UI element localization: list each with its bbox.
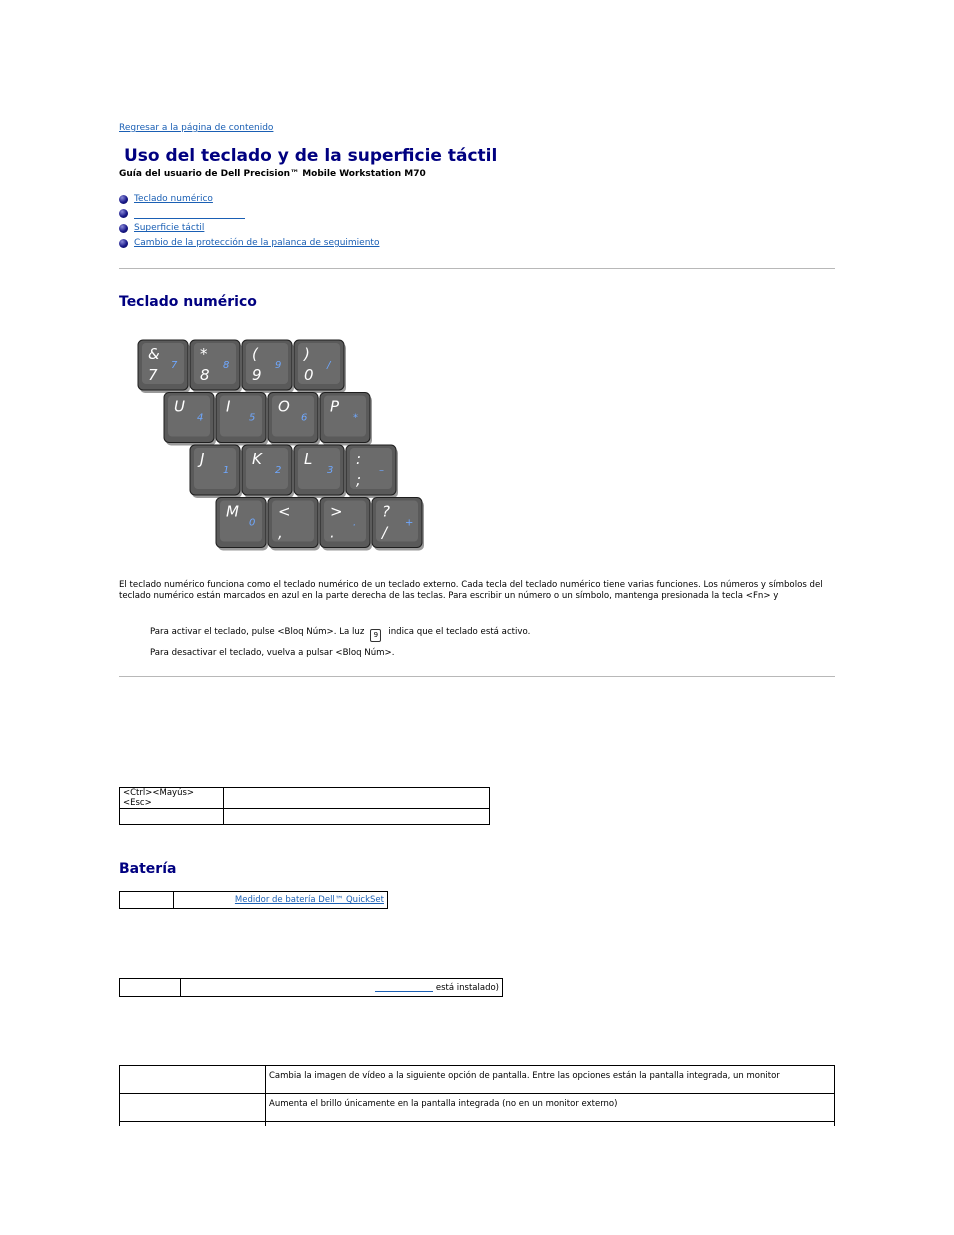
back-to-contents-link[interactable]: Regresar a la página de contenido: [119, 123, 274, 133]
page-subtitle: Guía del usuario de Dell Precision™ Mobile Workstation M70: [119, 169, 426, 179]
bullet-icon: [119, 239, 128, 248]
toc-link-touchpad[interactable]: Superficie táctil: [134, 223, 205, 234]
keypad-key: [190, 445, 242, 498]
keypad-key: [268, 393, 320, 446]
key-legend-primary: *: [200, 345, 208, 363]
table-cell-description: [181, 979, 503, 997]
bullet-icon: [119, 209, 128, 218]
display-functions-table: [119, 1065, 835, 1126]
key-legend-secondary: 8: [200, 366, 210, 384]
table-cell-description: [224, 809, 490, 825]
table-row: [120, 1066, 835, 1094]
keypad-key: [372, 498, 424, 551]
page-title: Uso del teclado y de la superficie táctil: [124, 146, 498, 166]
keypad-key: [216, 393, 268, 446]
key-legend-secondary: 9: [252, 366, 262, 384]
bullet-icon: [119, 224, 128, 233]
numeric-keypad-description: El teclado numérico funciona como el teclado numérico de un teclado externo. Cada tecla del teclado numérico tiene varias funciones. Los números y símbolos del teclado numérico están marcados en azul en la parte derecha de las teclas. Para escribir un número o un símbolo, mantenga presionada la tecla <Fn> y: [119, 580, 823, 601]
table-cell-key: [120, 1122, 266, 1126]
toc-link-track-stick-cap[interactable]: Cambio de la protección de la palanca de seguimiento: [134, 238, 380, 249]
keypad-key: [294, 340, 346, 393]
key-legend-numeric: 6: [301, 412, 308, 424]
keypad-key: [268, 498, 320, 551]
key-legend-numeric: 3: [327, 465, 334, 476]
key-legend-secondary: .: [330, 523, 335, 542]
table-cell-key: <Ctrl><Mayús><Esc>: [120, 788, 224, 809]
section-heading-numeric-keypad: Teclado numérico: [119, 294, 257, 310]
key-legend-secondary: ;: [356, 471, 362, 489]
key-legend-numeric: *: [353, 412, 358, 424]
table-row: [120, 809, 490, 825]
table-of-contents: [119, 192, 379, 250]
cd-dvd-link[interactable]: [375, 983, 433, 992]
key-legend-primary: I: [226, 397, 231, 416]
activate-instruction-text-end: indica que el teclado está activo.: [388, 627, 531, 637]
key-legend-primary: :: [356, 450, 362, 468]
keypad-key: [242, 445, 294, 498]
keypad-key: [164, 393, 216, 446]
cd-dvd-tray-table: [119, 978, 503, 997]
keypad-key: [190, 340, 242, 393]
system-functions-table: [119, 787, 490, 825]
table-cell-description: [266, 1122, 835, 1126]
key-legend-primary: J: [200, 450, 205, 468]
activate-instruction: [150, 627, 530, 642]
section-divider: [119, 676, 835, 677]
key-legend-primary: O: [278, 397, 290, 416]
keypad-key: [320, 498, 372, 551]
table-cell-key: [120, 809, 224, 825]
key-legend-primary: ?: [382, 502, 390, 521]
key-legend-primary: &: [148, 345, 160, 363]
table-cell-key: [120, 1066, 266, 1094]
keypad-key: [138, 340, 190, 393]
key-legend-primary: P: [330, 397, 340, 416]
table-cell-description: Cambia la imagen de vídeo a la siguiente opción de pantalla. Entre las opciones están la pantalla integrada, un monitor: [266, 1066, 835, 1094]
section-heading-battery: Batería: [119, 861, 177, 877]
key-legend-numeric: 5: [249, 412, 256, 424]
battery-table: [119, 891, 388, 909]
key-legend-primary: <: [278, 502, 291, 521]
key-legend-primary: L: [304, 450, 313, 468]
key-legend-numeric: 0: [249, 517, 256, 529]
key-legend-numeric: 7: [171, 360, 178, 371]
key-legend-primary: >: [330, 502, 343, 521]
table-row: [120, 788, 490, 809]
table-cell-key: [120, 892, 174, 909]
deactivate-instruction: Para desactivar el teclado, vuelva a pulsar <Bloq Núm>.: [150, 648, 395, 658]
toc-link-numeric-keypad[interactable]: Teclado numérico: [134, 194, 213, 205]
key-legend-numeric: 1: [223, 465, 230, 476]
keypad-key: [320, 393, 372, 446]
numeric-keypad-illustration: [134, 336, 430, 552]
key-legend-secondary: ,: [278, 523, 283, 542]
battery-meter-link[interactable]: Medidor de batería Dell™ QuickSet: [234, 895, 384, 905]
toc-item: [119, 221, 379, 236]
table-row: [120, 892, 388, 909]
keypad-key: [346, 445, 398, 498]
keypad-key: [242, 340, 294, 393]
toc-item: [119, 236, 379, 251]
key-legend-primary: (: [252, 345, 258, 363]
toc-link-key-combinations[interactable]: [134, 209, 245, 219]
table-cell-description: [174, 892, 388, 909]
key-legend-numeric: 4: [197, 412, 204, 424]
toc-item: [119, 192, 379, 207]
key-legend-numeric: 9: [275, 360, 282, 371]
toc-item: [119, 207, 379, 222]
keypad-key: [216, 498, 268, 551]
table-cell-key: [120, 979, 181, 997]
table-cell-key: [120, 1094, 266, 1122]
key-legend-numeric: /: [327, 360, 331, 371]
cd-dvd-suffix: está instalado): [435, 982, 499, 993]
table-row: [120, 1122, 835, 1126]
key-legend-secondary: 0: [304, 366, 314, 384]
key-legend-primary: U: [174, 397, 185, 416]
table-row: [120, 979, 503, 997]
table-cell-description: [224, 788, 490, 809]
table-cell-description: Aumenta el brillo únicamente en la pantalla integrada (no en un monitor externo): [266, 1094, 835, 1122]
key-legend-secondary: 7: [148, 366, 158, 384]
section-divider: [119, 268, 835, 269]
keypad-key: [294, 445, 346, 498]
num-lock-light-icon: 9: [370, 629, 381, 642]
key-legend-numeric: –: [379, 465, 384, 476]
key-legend-primary: M: [226, 502, 239, 521]
key-legend-numeric: 2: [275, 465, 282, 476]
key-legend-secondary: /: [382, 523, 388, 542]
bullet-icon: [119, 195, 128, 204]
key-legend-primary: ): [304, 345, 310, 363]
table-row: [120, 1094, 835, 1122]
key-legend-primary: K: [252, 450, 262, 468]
key-legend-numeric: 8: [223, 360, 230, 371]
key-legend-numeric: +: [405, 517, 414, 529]
key-legend-numeric: .: [353, 517, 357, 529]
activate-instruction-text: Para activar el teclado, pulse <Bloq Núm>. La luz: [150, 627, 365, 637]
